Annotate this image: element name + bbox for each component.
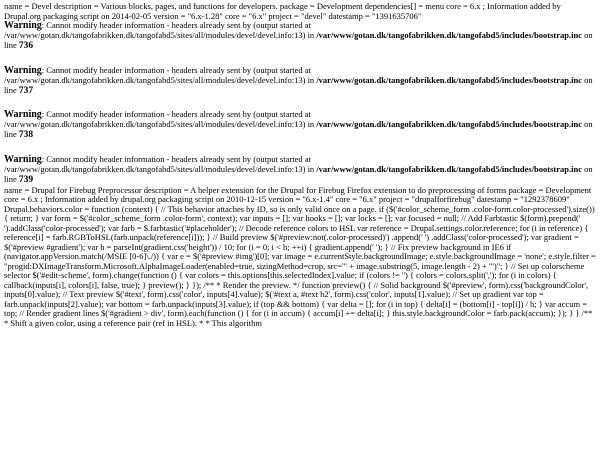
warning-on-line: on line <box>4 74 593 95</box>
warning-line-number: 737 <box>18 85 34 96</box>
warning-file: /var/www/gotan.dk/tangofabrikken.dk/tangofabd5/includes/bootstrap.inc <box>316 74 582 85</box>
warning-label: Warning <box>4 64 42 76</box>
warning-text: : Cannot modify header information - headers already sent by (output started at /var/www/gotan.dk/tangofabrikken.dk/tangofabd5/sites/all/modules/devel/devel.info:13) in <box>4 154 315 175</box>
warning-line-number: 736 <box>18 40 34 51</box>
warning-line-number: 738 <box>18 130 34 141</box>
warning-message <box>4 66 597 97</box>
warning-message <box>4 110 597 141</box>
warning-message <box>4 155 597 186</box>
warning-file: /var/www/gotan.dk/tangofabrikken.dk/tangofabd5/includes/bootstrap.inc <box>316 164 582 175</box>
warning-label: Warning <box>4 154 42 166</box>
warning-line-number: 739 <box>18 174 34 185</box>
drupalforfirebug-and-color-js-text: name = Drupal for Firebug Preprocessor description = A helper extension for the Drupal for Firebug Firefox extension to do preprocessing of forms package = Development core = 6.x ; Information added by drupal.org packaging script on 2010-12-15 version = "6.x-1.4" core = "6.x" project = "drupalforfirebug" datestamp = "1292378609" Drupal.behaviors.color = function (context) { // This behavior attaches by ID, so is only valid once on a page. if ($('#color_scheme_form .color-form.color-processed').size()) { return; } var form = $('#color_scheme_form .color-form', context); var inputs = []; var hooks = []; var locks = []; var focused = null; // Add Farbtastic $(form).prepend(' ').addClass('color-processed'); var farb = $.farbtastic('#placeholder'); // Decode reference colors to HSL var reference = Drupal.settings.color.reference; for (i in reference) { reference[i] = farb.RGBToHSL(farb.unpack(reference[i])); } // Build preview $('#preview:not(.color-processed)') .append(' ') .addClass('color-processed'); var gradient = $('#preview #gradient'); var h = parseInt(gradient.css('height')) / 10; for (i = 0; i < h; ++i) { gradient.append(' '); } // Fix preview background in IE6 if (navigator.appVersion.match(/MSIE [0-6]\./)) { var e = $('#preview #img')[0]; var image = e.currentStyle.backgroundImage; e.style.backgroundImage = 'none'; e.style.filter = "progid:DXImageTransform.Microsoft.AlphaImageLoader(enabled=true, sizingMethod=crop, src='" + image.substring(5, image.length - 2) + "')"; } // Set up colorscheme selector $('#edit-scheme', form).change(function () { var colors = this.options[this.selectedIndex].value; if (colors != '') { colors = colors.split(','); for (i in colors) { callback(inputs[i], colors[i], false, true); } preview(); } }); /** * Render the preview. */ function preview() { // Solid background $('#preview', form).css('backgroundColor', inputs[0].value); // Text preview $('#text', form).css('color', inputs[4].value); $('#text a, #text h2', form).css('color', inputs[1].value); // Set up gradient var top = farb.unpack(inputs[2].value); var bottom = farb.unpack(inputs[3].value); if (top && bottom) { var delta = []; for (i in top) { delta[i] = (bottom[i] - top[i]) / h; } var accum = top; // Render gradient lines $('#gradient > div', form).each(function () { for (i in accum) { accum[i] += delta[i]; } this.style.backgroundColor = farb.pack(accum); }); } } /** * Shift a given color, using a reference pair (ref in HSL). * * This algorithm <box>4 184 596 328</box>
warning-text: : Cannot modify header information - headers already sent by (output started at /var/www/gotan.dk/tangofabrikken.dk/tangofabd5/sites/all/modules/devel/devel.info:13) in <box>4 20 315 40</box>
warning-label: Warning <box>4 109 42 121</box>
warning-file: /var/www/gotan.dk/tangofabrikken.dk/tangofabd5/includes/bootstrap.inc <box>316 29 582 40</box>
spacer <box>4 96 597 110</box>
warning-text: : Cannot modify header information - headers already sent by (output started at /var/www/gotan.dk/tangofabrikken.dk/tangofabd5/sites/all/modules/devel/devel.info:13) in <box>4 109 315 130</box>
spacer <box>4 141 597 155</box>
warning-label: Warning <box>4 20 42 31</box>
warning-message <box>4 21 597 52</box>
devel-info-text: name = Devel description = Various blocks, pages, and functions for developers. package = Development dependencies[] = menu core = 6.x ; Information added by Drupal.org packaging script on 2014-02-05 version = "6.x-1.28" core = "6.x" project = "devel" datestamp = "1391635706" <box>4 1 561 21</box>
warning-on-line: on line <box>4 29 593 50</box>
warning-on-line: on line <box>4 164 593 184</box>
warning-text: : Cannot modify header information - headers already sent by (output started at /var/www/gotan.dk/tangofabrikken.dk/tangofabd5/sites/all/modules/devel/devel.info:13) in <box>4 64 315 85</box>
warning-file: /var/www/gotan.dk/tangofabrikken.dk/tangofabd5/includes/bootstrap.inc <box>316 119 582 130</box>
warning-on-line: on line <box>4 119 593 140</box>
spacer <box>4 52 597 66</box>
